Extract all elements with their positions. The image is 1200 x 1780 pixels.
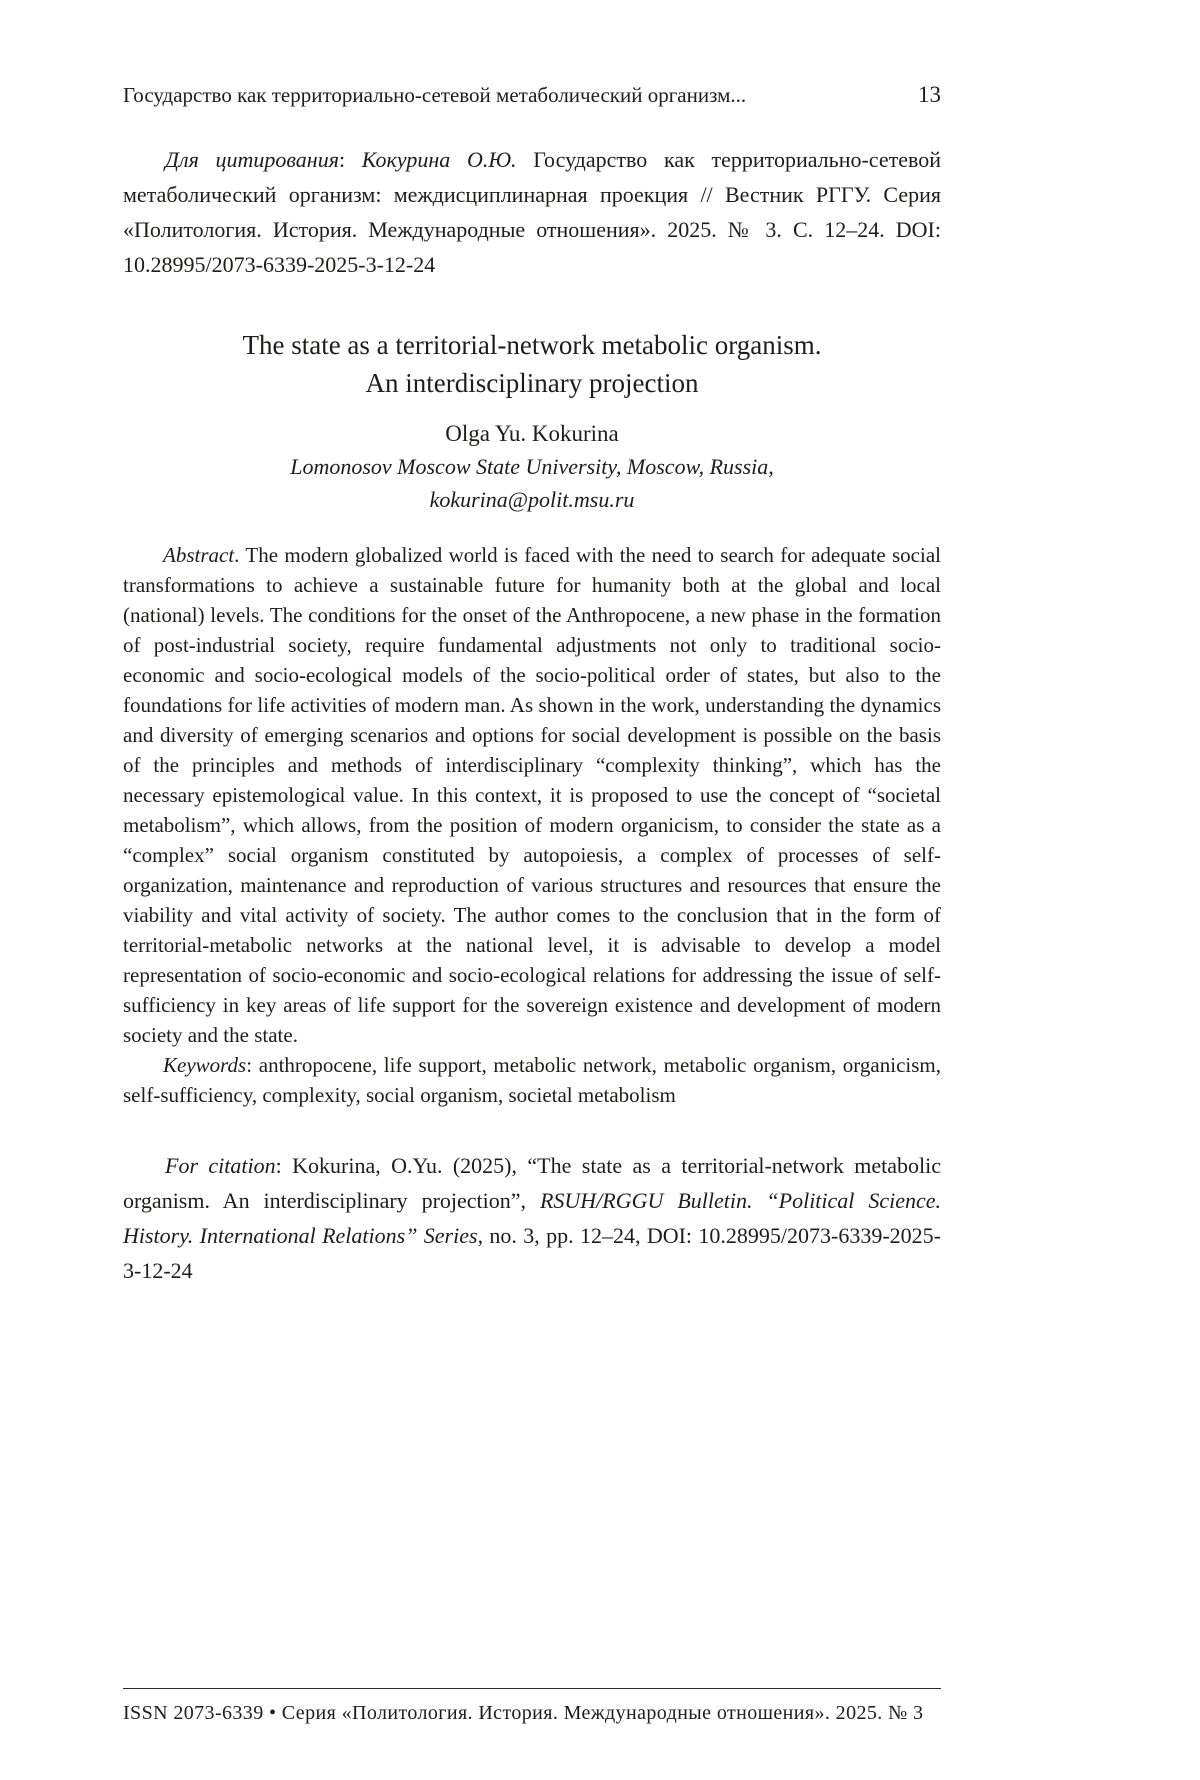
page-content-column <box>123 0 941 1780</box>
citation-ru-text: Государство как территориально-сетевой метаболический организм: междисциплинарная проекция // Вестник РГГУ. Серия «Политология. История. Международные отношения». 2025. № 3. С. 12–24. DOI: 10.28995/2073-6339-2025-3-12-24 <box>123 147 941 277</box>
page-number: 13 <box>918 82 941 107</box>
citation-en-paragraph <box>123 1148 941 1288</box>
article-title-line1: The state as a territorial-network metabolic organism. <box>242 330 822 360</box>
citation-ru-author: Кокурина О.Ю. <box>361 147 517 172</box>
keywords-label: Keywords <box>163 1053 247 1077</box>
abstract-paragraph <box>123 540 941 1050</box>
citation-en-text1: : Kokurina, O.Yu. (2025), “The state as a territorial-network metabolic organism. An interdisciplinary projection”, <box>123 1153 942 1213</box>
abstract-label: Abstract <box>163 543 235 567</box>
keywords-paragraph <box>123 1050 941 1110</box>
footer-issn-line: ISSN 2073-6339 • Серия «Политология. История. Международные отношения». 2025. № 3 <box>123 1702 924 1724</box>
citation-en-journal: RSUH/RGGU Bulletin. “Political Science. History. International Relations” Series <box>123 1188 941 1248</box>
author-affiliation: Lomonosov Moscow State University, Moscow, Russia, <box>290 454 774 479</box>
author-email: kokurina@polit.msu.ru <box>429 487 635 512</box>
keywords-text: : anthropocene, life support, metabolic network, metabolic organism, organicism, self-sufficiency, complexity, social organism, societal metabolism <box>123 1053 941 1107</box>
abstract-text: . The modern globalized world is faced with the need to search for adequate social transformations to achieve a sustainable future for humanity both at the global and local (national) levels. The conditions for the onset of the Anthropocene, a new phase in the formation of post-industrial society, require fundamental adjustments not only to traditional socio-economic and socio-ecological models of the socio-political order of states, but also to the foundations for life activities of modern man. As shown in the work, understanding the dynamics and diversity of emerging scenarios and options for social development is possible on the basis of the principles and methods of interdisciplinary “complexity thinking”, which has the necessary epistemological value. In this context, it is proposed to use the concept of “societal metabolism”, which allows, from the position of modern organicism, to consider the state as a “complex” social organism constituted by autopoiesis, a complex of processes of self-organization, maintenance and reproduction of various structures and resources that ensure the viability and vital activity of society. The author comes to the conclusion that in the form of territorial-metabolic networks at the national level, it is advisable to develop a model representation of socio-economic and socio-ecological relations for addressing the issue of self-sufficiency in key areas of life support for the sovereign existence and development of modern society and the state. <box>123 543 941 1047</box>
running-head <box>123 0 941 108</box>
citation-en-label: For citation <box>165 1153 276 1178</box>
article-title-line2: An interdisciplinary projection <box>365 368 699 398</box>
citation-ru-label: Для цитирования <box>165 147 339 172</box>
page-footer <box>123 1688 941 1726</box>
citation-en-text2: , no. 3, pp. 12–24, DOI: 10.28995/2073-6339-2025-3-12-24 <box>123 1223 941 1283</box>
running-head-title: Государство как территориально-сетевой метаболический организм... <box>123 83 747 107</box>
author-name: Olga Yu. Kokurina <box>445 421 619 446</box>
article-title <box>123 326 941 402</box>
citation-ru-colon: : <box>338 147 362 172</box>
citation-ru-paragraph <box>123 142 941 282</box>
